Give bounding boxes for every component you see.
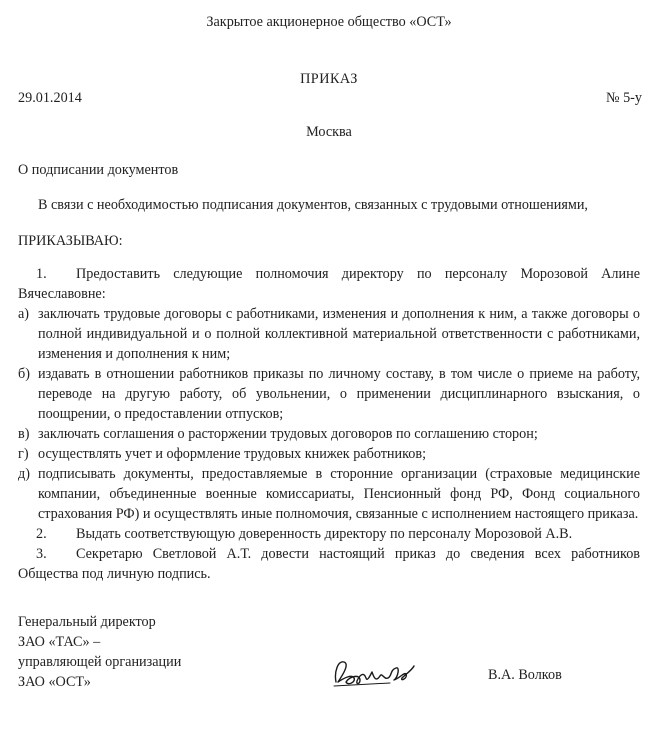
handwritten-signature <box>330 652 420 692</box>
point-number: 1. <box>36 266 47 282</box>
order-body <box>18 264 640 584</box>
subpoint-b <box>18 364 640 424</box>
subpoint-d <box>18 464 640 524</box>
signer-name: В.А. Волков <box>488 667 562 683</box>
document-city: Москва <box>306 124 352 140</box>
subpoint-letter: б) <box>18 366 30 382</box>
document-number: № 5-у <box>606 90 642 106</box>
subpoint-text: подписывать документы, предоставляемые в сторонние организации (страховые медицинские компании, объединенные военные комиссариаты, Пенсионный фонд РФ, Фонд социального страхования РФ) и осуществлять иные полномочия, связанные с исполнением настоящего приказа. <box>38 466 640 522</box>
signatory-position <box>18 612 181 692</box>
point-text: Секретарю Светловой А.Т. довести настоящий приказ до сведения всех работников Общества под личную подпись. <box>18 546 640 582</box>
document-subject: О подписании документов <box>18 162 179 178</box>
subpoint-text: осуществлять учет и оформление трудовых книжек работников; <box>38 446 427 462</box>
signatory-line-1: Генеральный директор <box>18 614 156 630</box>
subpoint-text: заключать трудовые договоры с работниками, изменения и дополнения к ним, а также договоры о полной индивидуальной и о полной коллективной материальной ответственности с работниками, изменения и дополнения к ним; <box>38 306 640 362</box>
document-title: ПРИКАЗ <box>300 71 358 87</box>
point-text: Выдать соответствующую доверенность директору по персоналу Морозовой А.В. <box>76 526 573 542</box>
point-2 <box>18 524 640 544</box>
order-word: ПРИКАЗЫВАЮ: <box>18 233 123 249</box>
signatory-line-4: ЗАО «ОСТ» <box>18 674 91 690</box>
subpoint-letter: д) <box>18 466 30 482</box>
subpoint-v <box>18 424 640 444</box>
subpoint-letter: в) <box>18 426 30 442</box>
point-number: 3. <box>36 546 47 562</box>
point-3 <box>18 544 640 584</box>
subpoint-letter: г) <box>18 446 29 462</box>
subpoint-text: заключать соглашения о расторжении трудовых договоров по соглашению сторон; <box>38 426 538 442</box>
signatory-line-2: ЗАО «ТАС» – <box>18 634 101 650</box>
subpoint-text: издавать в отношении работников приказы по личному составу, в том числе о приеме на работу, переводе на другую работу, об увольнении, о применении дисциплинарного взыскания, о поощрении, о предоставлении отпусков; <box>38 366 640 422</box>
preamble: В связи с необходимостью подписания документов, связанных с трудовыми отношениями, <box>38 197 588 213</box>
point-1 <box>18 264 640 304</box>
company-name: Закрытое акционерное общество «ОСТ» <box>206 14 452 30</box>
point-text: Предоставить следующие полномочия директору по персоналу Морозовой Алине Вячеславовне: <box>18 266 640 302</box>
signatory-line-3: управляющей организации <box>18 654 182 670</box>
point-number: 2. <box>36 526 47 542</box>
subpoint-letter: а) <box>18 306 30 322</box>
document-date: 29.01.2014 <box>18 90 82 106</box>
subpoint-a <box>18 304 640 364</box>
subpoint-g <box>18 444 640 464</box>
